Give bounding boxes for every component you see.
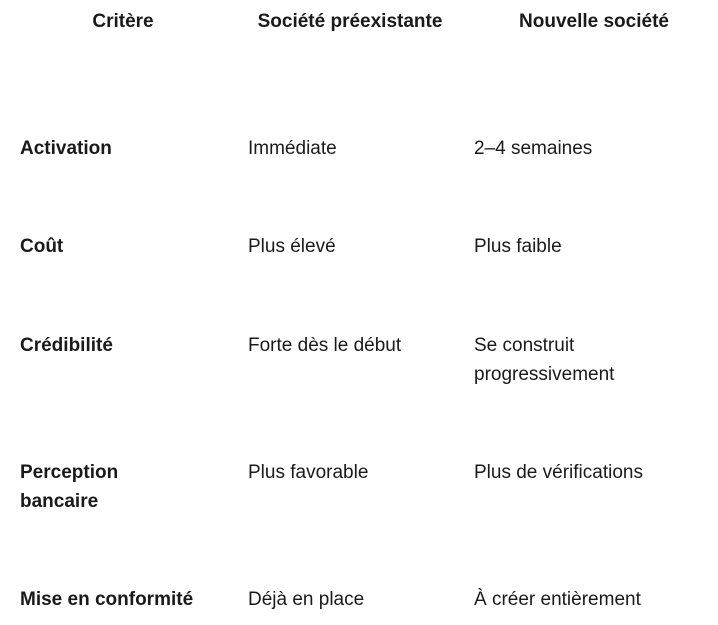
header-societe-preexistante: Société préexistante — [257, 11, 443, 32]
row-cout-critere: Coût — [20, 236, 64, 257]
row-conformite-critere: Mise en conformité — [20, 589, 194, 610]
row-credibilite-critere: Crédibilité — [20, 335, 113, 356]
row-conformite-preexistante: Déjà en place — [248, 589, 365, 610]
row-perception-nouvelle: Plus de vérifications — [474, 462, 643, 483]
row-activation-nouvelle: 2–4 semaines — [474, 138, 593, 159]
header-nouvelle-societe: Nouvelle société — [519, 11, 669, 32]
row-cout-nouvelle: Plus faible — [474, 236, 562, 257]
row-activation-preexistante: Immédiate — [248, 138, 337, 159]
row-perception-critere: Perception bancaire — [20, 462, 119, 512]
row-credibilite-nouvelle: Se construit progressivement — [474, 335, 615, 385]
row-cout-preexistante: Plus élevé — [248, 236, 336, 257]
row-perception-preexistante: Plus favorable — [248, 462, 369, 483]
row-activation-critere: Activation — [20, 138, 112, 159]
header-critere: Critère — [92, 11, 154, 32]
row-credibilite-preexistante: Forte dès le début — [248, 335, 402, 356]
row-conformite-nouvelle: À créer entièrement — [474, 589, 641, 610]
